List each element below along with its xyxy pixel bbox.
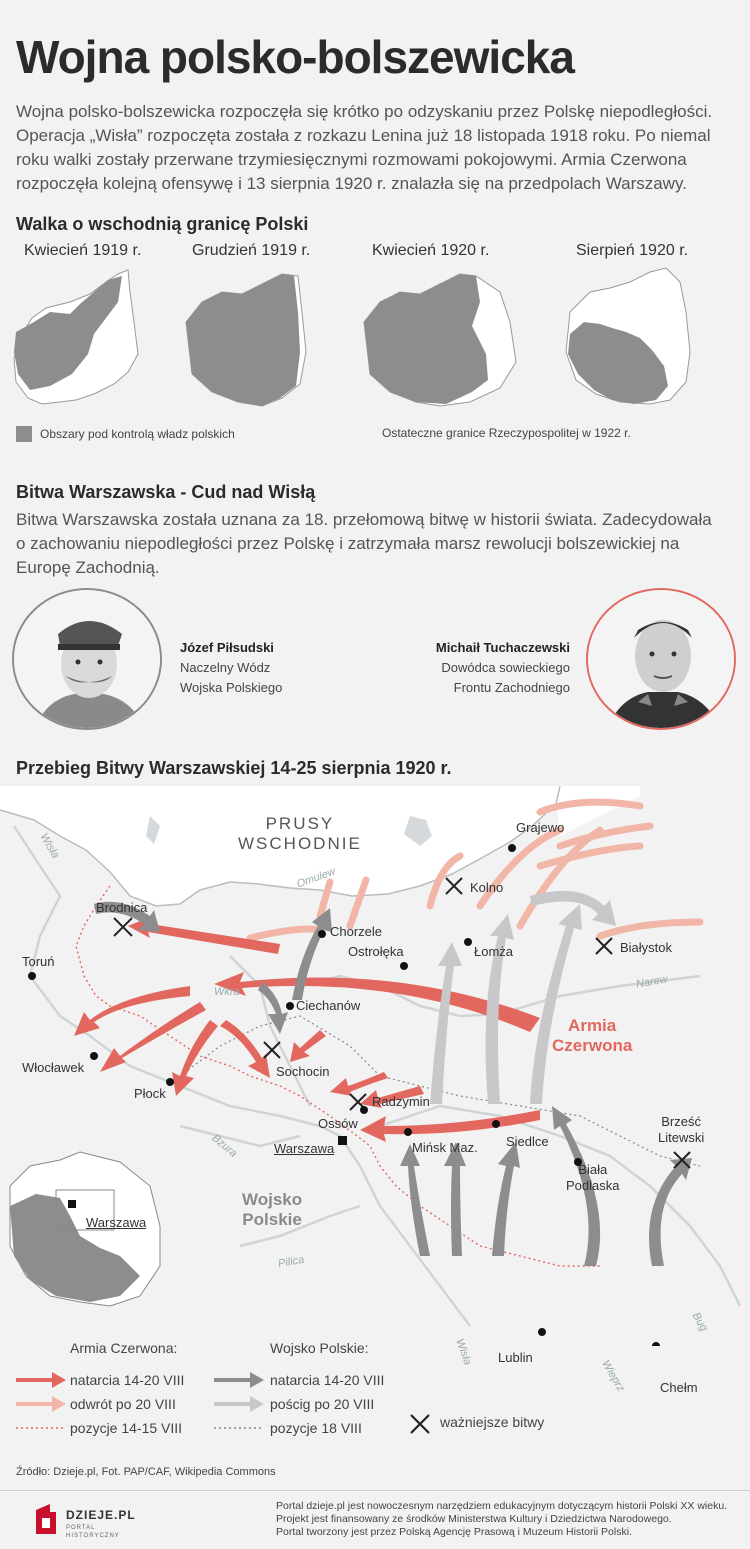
grey-attack-arrow-s5 <box>649 1158 692 1266</box>
grey-attack-arrow-s3 <box>492 1142 520 1256</box>
legend-grey-symbols <box>214 1370 264 1440</box>
tuchaczewski-role-1: Dowódca sowieckiego <box>441 660 570 675</box>
label-prusy <box>238 814 362 854</box>
river-label-wisla-s: Wisła <box>453 1337 474 1367</box>
legend-controlled-label: Obszary pod kontrolą władz polskich <box>40 427 235 441</box>
label-ciechanow: Ciechanów <box>296 998 361 1013</box>
pilsudski-portrait <box>12 588 162 730</box>
poland-map-apr-1920 <box>360 262 520 412</box>
city-dot-ostroleka <box>400 962 408 970</box>
label-brzesc <box>658 1114 704 1146</box>
label-wojsko-1: Wojsko <box>242 1190 303 1209</box>
legend-grey-attack: natarcia 14-20 VIII <box>270 1372 385 1388</box>
logo-sub-2: HISTORYCZNY <box>66 1533 120 1539</box>
river-label-bzura: Bzura <box>209 1132 240 1160</box>
label-wojsko-2: Polskie <box>242 1210 302 1229</box>
city-dot-lublin <box>538 1328 546 1336</box>
grey-square-icon <box>16 426 32 442</box>
red-attack-arrow-plock <box>172 1020 218 1096</box>
red-attack-arrow-sochocin2 <box>290 1030 326 1062</box>
label-ossow: Ossów <box>318 1116 358 1131</box>
label-biala-1: Biała <box>578 1162 608 1177</box>
map-label-apr-1920: Kwiecień 1920 r. <box>372 242 490 259</box>
footer-line-2: Projekt jest finansowany ze środków Ministerstwa Kultury i Dziedzictwa Narodowego. <box>276 1513 672 1525</box>
tuchaczewski-role-2: Frontu Zachodniego <box>453 680 570 695</box>
label-lomza: Łomża <box>474 944 514 959</box>
battle-icon-kolno <box>446 878 462 894</box>
section-heading-course: Przebieg Bitwy Warszawskiej 14-25 sierpnia 1920 r. <box>16 758 452 778</box>
dzieje-logo-icon <box>32 1504 60 1538</box>
battle-text: Bitwa Warszawska została uznana za 18. przełomową bitwę w historii świata. Zadecydowała o zachowaniu niepodległości przez Polskę i zatrzymała marsz rewolucji bolszewickiej na Europę Zachodnią. <box>16 510 712 577</box>
river-label-bug: Bug <box>689 1310 710 1334</box>
label-bialystok: Białystok <box>620 940 673 955</box>
label-wloclawek: Włocławek <box>22 1060 85 1075</box>
label-armia-1: Armia <box>568 1016 617 1035</box>
grey-attack-arrow-ciechanow <box>258 982 288 1034</box>
pilsudski-caption <box>180 638 282 698</box>
pilsudski-name: Józef Piłsudski <box>180 640 274 655</box>
river-label-wkra: Wkra <box>214 986 240 998</box>
footer-line-1: Portal dzieje.pl jest nowoczesnym narzędziem edukacyjnym dotyczącym historii Polski XX wieku. <box>276 1500 728 1512</box>
retreat-arrow-9 <box>540 846 640 866</box>
logo-subtext <box>66 1524 120 1540</box>
footer-line-3: Portal tworzony jest przez Polską Agencję Prasową i Muzeum Historii Polski. <box>276 1526 632 1538</box>
label-grajewo: Grajewo <box>516 820 565 835</box>
legend-controlled-area <box>16 426 235 442</box>
label-chelm: Chełm <box>660 1380 698 1395</box>
legend-grey-positions: pozycje 18 VIII <box>270 1420 362 1436</box>
city-dot-wloclawek <box>90 1052 98 1060</box>
legend-borders-label: Ostateczne granice Rzeczypospolitej w 1922 r. <box>382 426 631 440</box>
city-dot-plock <box>166 1078 174 1086</box>
legend-grey-pursuit: pościg po 20 VIII <box>270 1396 375 1412</box>
label-biala <box>566 1162 619 1194</box>
label-kolno: Kolno <box>470 880 504 895</box>
poland-map-apr-1919 <box>10 262 142 412</box>
river-label-pilica: Pilica <box>277 1253 306 1271</box>
label-brzesc-1: Brześć <box>661 1114 701 1129</box>
label-radzymin: Radzymin <box>372 1094 430 1109</box>
river-label-wieprz: Wieprz <box>599 1358 627 1394</box>
label-plock: Płock <box>134 1086 166 1101</box>
legend-battles: ważniejsze bitwy <box>440 1414 545 1430</box>
city-dot-torun <box>28 972 36 980</box>
battle-icon-brodnica <box>114 918 132 936</box>
river-label-narew: Narew <box>635 973 669 991</box>
city-dot-lomza <box>464 938 472 946</box>
tuchaczewski-caption <box>436 638 570 698</box>
river-label-wisla-n: Wisła <box>37 831 62 861</box>
label-siedlce: Siedlce <box>506 1134 549 1149</box>
legend-red-symbols <box>16 1370 66 1440</box>
label-warszawa: Warszawa <box>274 1141 335 1156</box>
label-lublin: Lublin <box>498 1350 533 1365</box>
grey-pursuit-arrow-3 <box>530 904 582 1104</box>
source-text: Źródło: Dzieje.pl, Fot. PAP/CAF, Wikipedia Commons <box>16 1466 276 1478</box>
label-armia-czerwona <box>552 1016 632 1056</box>
red-attack-arrow-radzymin <box>330 1072 388 1096</box>
footer-text <box>276 1500 736 1539</box>
legend-head-red: Armia Czerwona: <box>70 1340 178 1356</box>
section-heading-battle: Bitwa Warszawska - Cud nad Wisłą <box>16 482 316 502</box>
city-dot-chelm <box>652 1342 660 1346</box>
label-ostroleka: Ostrołęka <box>348 944 404 959</box>
city-square-warszawa <box>338 1136 347 1145</box>
battle-icon-bialystok <box>596 938 612 954</box>
label-chorzele: Chorzele <box>330 924 383 939</box>
intro-text: Wojna polsko-bolszewicka rozpoczęła się krótko po odzyskaniu przez Polskę niepodległości. Operacja „Wisła” rozpoczęta została z rozkazu Lenina już 18 listopada 1918 roku. Po niemal roku walki zostały przerwane trzymiesięcznymi rozmowami pokojowymi. Armia Czerwona rozpoczęła kolejną ofensywę i 13 sierpnia 1920 r. znalazła się na przedpolach Warszawy. <box>16 102 713 193</box>
grey-attack-arrow-s2 <box>444 1142 466 1256</box>
map-label-apr-1919: Kwiecień 1919 r. <box>24 242 142 259</box>
city-dot-minsk <box>404 1128 412 1136</box>
legend-red-positions: pozycje 14-15 VIII <box>70 1420 183 1436</box>
battle-legend-icon <box>408 1412 432 1436</box>
label-sochocin: Sochocin <box>276 1064 330 1079</box>
city-dot-ciechanow <box>286 1002 294 1010</box>
battle-icon-sochocin <box>264 1042 280 1058</box>
footer-divider <box>0 1490 750 1491</box>
city-dot-chorzele <box>318 930 326 938</box>
logo-text: DZIEJE.PL <box>66 1508 136 1522</box>
map-label-aug-1920: Sierpień 1920 r. <box>576 242 689 259</box>
grey-pursuit-icon <box>214 1396 264 1412</box>
label-brodnica: Brodnica <box>96 900 148 915</box>
river-label-omulew: Omulew <box>295 865 338 891</box>
pilsudski-role-1: Naczelny Wódz <box>180 660 271 675</box>
city-dot-grajewo <box>508 844 516 852</box>
label-torun: Toruń <box>22 954 55 969</box>
city-dot-siedlce <box>492 1120 500 1128</box>
grey-attack-icon <box>214 1372 264 1388</box>
tuchaczewski-portrait <box>586 588 736 730</box>
label-biala-2: Podlaska <box>566 1178 620 1193</box>
red-attack-icon <box>16 1372 66 1388</box>
label-wojsko-polskie <box>242 1190 302 1230</box>
grey-pursuit-arrow-1 <box>430 942 462 1104</box>
battle-map <box>0 786 750 1346</box>
legend-head-grey: Wojsko Polskie: <box>270 1340 369 1356</box>
pilsudski-role-2: Wojska Polskiego <box>180 680 283 695</box>
label-minsk: Mińsk Maz. <box>412 1140 478 1155</box>
page-title: Wojna polsko-bolszewicka <box>16 31 574 83</box>
city-dot-ossow <box>360 1106 368 1114</box>
poland-map-aug-1920 <box>560 262 700 412</box>
legend-red-retreat: odwrót po 20 VIII <box>70 1396 176 1412</box>
label-prusy-1: PRUSY <box>265 814 335 833</box>
red-retreat-icon <box>16 1396 66 1412</box>
section-heading-border: Walka o wschodnią granicę Polski <box>16 214 309 234</box>
legend-final-borders <box>382 426 631 440</box>
tuchaczewski-name: Michaił Tuchaczewski <box>435 640 570 655</box>
poland-map-dec-1919 <box>182 262 314 412</box>
label-inset-warszawa: Warszawa <box>86 1215 147 1230</box>
label-prusy-2: WSCHODNIE <box>238 834 362 853</box>
legend-red-attack: natarcia 14-20 VIII <box>70 1372 185 1388</box>
label-brzesc-2: Litewski <box>658 1130 705 1145</box>
map-label-dec-1919: Grudzień 1919 r. <box>192 242 311 259</box>
logo-sub-1: PORTAL <box>66 1525 96 1531</box>
retreat-arrow-1 <box>250 929 320 938</box>
red-attack-arrow-sochocin1 <box>220 1020 270 1078</box>
label-armia-2: Czerwona <box>552 1036 633 1055</box>
